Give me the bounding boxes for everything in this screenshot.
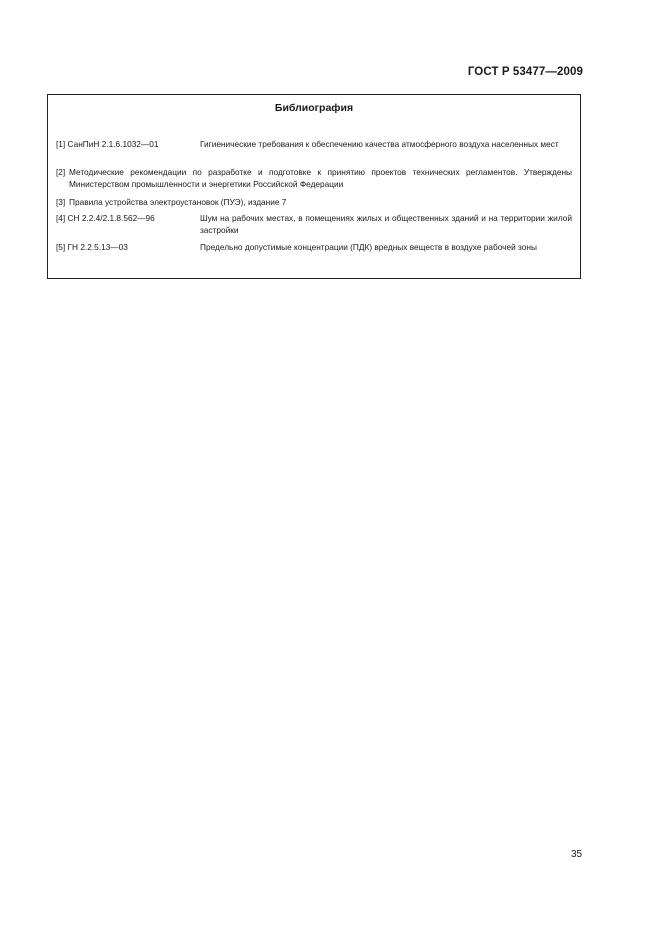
page-number: 35 xyxy=(571,849,583,860)
bibliography-title: Библиография xyxy=(274,102,354,114)
bibliography-entry-4 xyxy=(56,212,572,236)
entry-reference: [2] xyxy=(56,167,66,177)
entry-reference: [4] СН 2.2.4/2.1.8.562—96 xyxy=(56,213,155,223)
entry-reference: [5] ГН 2.2.5.13—03 xyxy=(56,242,128,252)
entry-description: Методические рекомендации по разработке и подготовке к принятию проектов технических регламентов. Утверждены Министерством промышленности и энергетики Российской Федерации xyxy=(69,167,572,189)
entry-reference: [1] СанПиН 2.1.6.1032—01 xyxy=(56,139,159,149)
entry-description: Предельно допустимые концентрации (ПДК) вредных веществ в воздухе рабочей зоны xyxy=(200,242,537,252)
bibliography-entry-1 xyxy=(56,138,572,150)
bibliography-entry-2 xyxy=(56,166,572,190)
entry-description: Правила устройства электроустановок (ПУЭ), издание 7 xyxy=(69,197,287,207)
entry-description: Гигиенические требования к обеспечению качества атмосферного воздуха населенных мест xyxy=(200,139,559,149)
bibliography-box xyxy=(47,94,581,279)
bibliography-entry-3 xyxy=(56,196,572,208)
entry-reference: [3] xyxy=(56,197,66,207)
bibliography-entry-5 xyxy=(56,241,572,253)
entry-description: Шум на рабочих местах, в помещениях жилых и общественных зданий и на территории жилой застройки xyxy=(200,213,572,235)
document-code: ГОСТ Р 53477—2009 xyxy=(467,66,583,78)
